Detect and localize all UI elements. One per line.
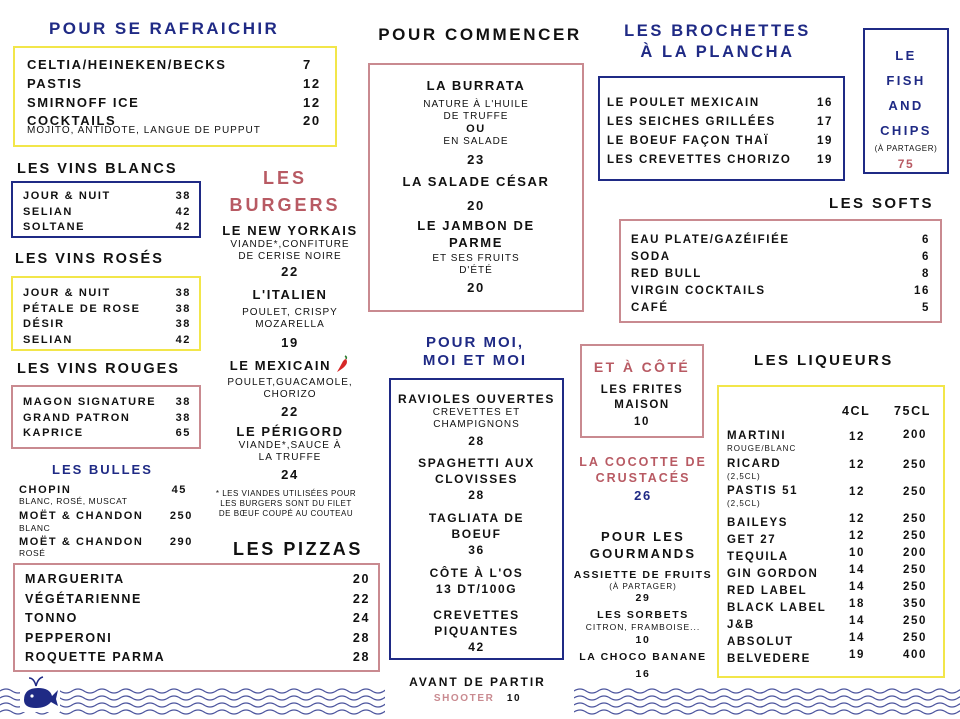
fish-and-chips-box <box>863 28 949 174</box>
list-item <box>727 581 937 598</box>
item-desc: POULET, CRISPY <box>242 307 338 318</box>
liqueurs-title: LES LIQUEURS <box>754 352 894 369</box>
item-name: PÉTALE DE ROSE <box>23 302 141 315</box>
item-note: ROSÉ <box>19 548 46 558</box>
item-desc: MOZARELLA <box>255 319 325 330</box>
item-name: LES SEICHES GRILLÉES <box>607 116 776 128</box>
list-item <box>607 151 833 170</box>
brochettes-title-line1: LES BROCHETTES <box>624 22 811 40</box>
list-item <box>727 484 937 513</box>
item-price: 28 <box>352 630 370 645</box>
list-item <box>23 395 191 411</box>
item-name: ASSIETTE DE FRUITS <box>573 569 713 581</box>
price-75cl: 200 <box>903 547 927 559</box>
cocotte <box>568 454 718 506</box>
item-name: MARTINI <box>727 430 787 442</box>
item-name: 13 DT/100G <box>435 582 518 596</box>
item-price: 42 <box>175 221 191 233</box>
list-item <box>727 547 937 564</box>
price-75cl: 350 <box>903 598 927 610</box>
item-price: 38 <box>175 411 191 424</box>
item-price: 22 <box>281 404 299 419</box>
item-name: LES CREVETTES CHORIZO <box>607 154 792 166</box>
item-price: 38 <box>175 396 191 408</box>
item-price: 20 <box>303 113 321 128</box>
wave-pattern-right <box>574 686 960 716</box>
item-name: PARME <box>449 235 503 250</box>
list-item <box>391 391 562 449</box>
price-75cl: 250 <box>903 486 927 498</box>
item-name: CELTIA/HEINEKEN/BECKS <box>27 57 227 72</box>
pour-moi-title <box>395 334 555 370</box>
item-name: L'ITALIEN <box>252 287 328 302</box>
item-price: 38 <box>175 190 191 202</box>
item-name: VIRGIN COCKTAILS <box>631 285 766 297</box>
cocotte-price: 26 <box>634 488 652 503</box>
pour-moi-title-line1: POUR MOI, <box>425 334 524 351</box>
list-item <box>205 423 375 483</box>
item-name: LE JAMBON DE <box>417 218 535 233</box>
price-75cl: 250 <box>903 581 927 593</box>
a-cote-title: ET À CÔTÉ <box>593 359 691 375</box>
list-item <box>567 651 719 683</box>
cocotte-title-line1: LA COCOTTE DE <box>579 455 707 469</box>
list-item <box>23 205 191 221</box>
item-price: 42 <box>468 640 485 654</box>
bulles-title: LES BULLES <box>52 462 153 477</box>
item-name: LE POULET MEXICAIN <box>607 97 760 109</box>
item-price: 28 <box>352 650 370 664</box>
list-item <box>607 132 833 151</box>
item-note: CITRON, FRAMBOISE... <box>585 622 701 632</box>
list-item <box>631 232 930 249</box>
item-desc: VIANDE*,SAUCE À <box>238 440 342 451</box>
commencer-title: POUR COMMENCER <box>378 25 582 44</box>
fish-note: (À PARTAGER) <box>874 144 938 153</box>
item-name: LA SALADE CÉSAR <box>402 174 550 189</box>
item-name: TAGLIATA DE <box>428 511 525 525</box>
list-item <box>607 94 833 113</box>
avant-partir-item <box>390 693 565 704</box>
list-item <box>25 570 370 590</box>
item-desc: ET SES FRUITS <box>432 253 520 264</box>
item-name: BOEUF <box>451 527 502 541</box>
liqueurs-list <box>727 429 937 666</box>
pour-moi-title-line2: MOI ET MOI <box>422 352 528 369</box>
fish-title-line: AND <box>888 98 924 113</box>
vins-rouges-box <box>11 385 201 449</box>
brochettes-box <box>598 76 845 181</box>
item-name-row <box>205 355 375 377</box>
item-name: LE PÉRIGORD <box>236 424 344 439</box>
item-name: SOLTANE <box>23 221 86 233</box>
list-item <box>631 249 930 266</box>
list-item <box>631 266 930 283</box>
item-price: 6 <box>922 234 930 246</box>
price-4cl: 12 <box>849 486 865 498</box>
gourmands-title-line1: POUR LES <box>600 529 686 544</box>
item-price: 20 <box>467 280 485 295</box>
item-desc: CREVETTES ET <box>432 407 521 418</box>
item-or: OU <box>466 123 486 135</box>
list-item <box>727 649 937 666</box>
item-name: LA CHOCO BANANE <box>579 651 707 663</box>
price-4cl: 14 <box>849 632 865 644</box>
price-75cl: 250 <box>903 513 927 525</box>
price-75cl: 400 <box>903 649 927 661</box>
list-item <box>391 565 562 597</box>
item-desc: D'ÉTÉ <box>459 265 493 276</box>
list-item <box>23 426 191 442</box>
item-desc: VIANDE*,CONFITURE <box>230 239 350 250</box>
price-4cl: 12 <box>849 513 865 525</box>
item-price: 29 <box>635 592 651 604</box>
item-name: PEPPERONI <box>25 630 113 645</box>
col-header-75cl: 75CL <box>894 404 931 418</box>
vins-roses-box <box>11 276 201 351</box>
item-price: 38 <box>175 287 191 299</box>
item-note: BLANC, ROSÉ, MUSCAT <box>19 496 128 506</box>
item-price: 38 <box>175 318 191 330</box>
a-cote-box <box>580 344 704 438</box>
item-price: 28 <box>468 488 485 502</box>
item-name: ROQUETTE PARMA <box>25 650 166 664</box>
footnote-line: DE BŒUF COUPÉ AU COUTEAU <box>218 509 354 518</box>
item-price: 42 <box>175 205 191 218</box>
brochettes-title <box>605 21 830 63</box>
list-item <box>27 93 323 112</box>
item-name: LA BURRATA <box>426 78 526 93</box>
item-name: RED LABEL <box>727 585 808 597</box>
rafraichir-box <box>13 46 337 147</box>
list-item <box>727 530 937 547</box>
list-item <box>205 286 375 351</box>
burgers-list <box>205 222 375 483</box>
item-name: RED BULL <box>631 268 702 280</box>
item-name: KAPRICE <box>23 427 84 439</box>
list-item <box>23 317 191 333</box>
fish-title-line: LE <box>895 48 917 63</box>
vins-blancs-title: LES VINS BLANCS <box>17 161 178 177</box>
item-name: PASTIS 51 <box>727 485 799 497</box>
col-header-4cl: 4CL <box>842 404 871 418</box>
item-name: GRAND PATRON <box>23 411 131 424</box>
list-item <box>391 510 562 558</box>
cocotte-title-line2: CRUSTACÉS <box>595 471 691 485</box>
item-name: RICARD <box>727 458 782 470</box>
footnote-line: LES BURGERS SONT DU FILET <box>220 499 352 508</box>
item-price: 17 <box>817 116 833 128</box>
price-75cl: 250 <box>903 459 927 471</box>
list-item <box>567 609 719 647</box>
list-item <box>23 189 191 205</box>
price-4cl: 12 <box>849 459 865 471</box>
list-item <box>727 615 937 632</box>
avant-partir-title: AVANT DE PARTIR <box>409 675 546 689</box>
item-price: 10 <box>634 416 650 428</box>
item-name: COCKTAILS <box>27 113 117 128</box>
item-price: 16 <box>635 668 651 680</box>
price-4cl: 19 <box>849 649 865 661</box>
item-name: MOËT & CHANDON <box>19 510 144 522</box>
item-name: LES SORBETS <box>597 609 689 621</box>
list-item <box>391 607 562 655</box>
item-name: MOËT & CHANDON <box>19 536 144 548</box>
item-name: CÔTE À L'OS <box>429 566 524 580</box>
burgers-title-line2: BURGERS <box>229 195 341 215</box>
list-item <box>727 564 937 581</box>
item-price: 24 <box>281 467 299 482</box>
item-desc: DE TRUFFE <box>443 111 509 122</box>
list-item <box>727 598 937 615</box>
vins-blancs-box <box>11 181 201 238</box>
price-4cl: 14 <box>849 564 865 576</box>
vins-roses-title: LES VINS ROSÉS <box>15 251 164 267</box>
fish-title-line: FISH <box>886 73 926 88</box>
item-desc: NATURE À L'HUILE <box>423 99 529 110</box>
list-item <box>25 648 370 668</box>
list-item <box>27 55 323 74</box>
list-item <box>25 609 370 629</box>
commencer-box <box>368 63 584 312</box>
price-4cl: 12 <box>849 530 865 542</box>
item-name: CAFÉ <box>631 302 669 314</box>
list-item <box>391 455 562 503</box>
item-price: 20 <box>352 572 370 586</box>
price-4cl: 14 <box>849 615 865 627</box>
cocktails-note: MOJITO, ANTIDOTE, LANGUE DE PUPPUT <box>27 125 261 136</box>
item-name: GET 27 <box>727 534 777 546</box>
brochettes-title-line2: À LA PLANCHA <box>640 43 795 61</box>
item-price: 19 <box>281 335 299 350</box>
whale-icon <box>20 672 60 712</box>
list-item <box>727 457 937 484</box>
item-price: 19 <box>817 154 833 166</box>
item-name: SHOOTER <box>433 693 495 704</box>
chili-pepper-icon <box>336 355 350 377</box>
item-note: ROUGE/BLANC <box>727 444 797 453</box>
vins-rouges-title: LES VINS ROUGES <box>17 361 180 377</box>
item-name: MAGON SIGNATURE <box>23 396 157 408</box>
burgers-footnote <box>200 489 372 519</box>
price-75cl: 250 <box>903 564 927 576</box>
item-note: (2,5CL) <box>727 472 761 481</box>
item-price: 6 <box>922 251 930 263</box>
item-desc: CHORIZO <box>263 389 317 400</box>
list-item <box>19 510 193 523</box>
item-price: 38 <box>175 302 191 315</box>
fish-title-line: CHIPS <box>880 123 932 138</box>
item-name: JOUR & NUIT <box>23 287 111 299</box>
list-item <box>23 302 191 318</box>
item-name: LE NEW YORKAIS <box>222 223 358 238</box>
list-item <box>27 74 323 93</box>
list-item <box>727 513 937 530</box>
item-name: VÉGÉTARIENNE <box>25 591 142 606</box>
list-item <box>25 629 370 649</box>
list-item <box>205 355 375 420</box>
item-desc: LA TRUFFE <box>258 452 322 463</box>
footnote-line: * LES VIANDES UTILISÉES POUR <box>215 489 357 498</box>
item-price: 22 <box>281 264 299 279</box>
item-name: DÉSIR <box>23 318 65 330</box>
item-price: 65 <box>175 427 191 439</box>
price-75cl: 250 <box>903 615 927 627</box>
list-item <box>23 333 191 349</box>
price-4cl: 12 <box>849 431 865 443</box>
item-price: 24 <box>352 611 370 625</box>
item-price: 250 <box>169 510 193 522</box>
list-item <box>205 222 375 280</box>
rafraichir-title: POUR SE RAFRAICHIR <box>49 19 280 38</box>
price-4cl: 18 <box>849 598 865 610</box>
list-item <box>727 632 937 649</box>
price-75cl: 250 <box>903 530 927 542</box>
item-name: SELIAN <box>23 205 73 218</box>
list-item <box>631 283 930 300</box>
list-item <box>23 220 191 236</box>
item-name: LES FRITES <box>600 384 684 396</box>
item-price: 10 <box>635 634 651 646</box>
item-price: 5 <box>922 302 930 314</box>
item-name: SPAGHETTI AUX <box>418 456 535 470</box>
item-price: 28 <box>468 434 485 448</box>
item-price: 7 <box>303 57 312 72</box>
pour-moi-box <box>389 378 564 660</box>
item-price: 23 <box>467 152 485 167</box>
item-name: MAISON <box>614 399 670 411</box>
item-desc: DE CERISE NOIRE <box>238 251 342 262</box>
item-note: BLANC <box>19 523 51 533</box>
list-item <box>25 590 370 610</box>
list-item <box>19 484 193 496</box>
item-name: ABSOLUT <box>727 636 794 648</box>
price-4cl: 14 <box>849 581 865 593</box>
list-item <box>23 411 191 427</box>
item-name: CLOVISSES <box>434 472 519 486</box>
item-name: BLACK LABEL <box>727 602 827 614</box>
softs-box <box>619 219 942 323</box>
item-price: 8 <box>922 268 930 280</box>
item-name: RAVIOLES OUVERTES <box>398 392 555 406</box>
item-name: TEQUILA <box>727 551 789 563</box>
item-name: PIQUANTES <box>434 624 519 638</box>
list-item <box>23 286 191 302</box>
item-price: 22 <box>352 591 370 606</box>
liqueurs-box <box>717 385 945 678</box>
item-price: 12 <box>303 76 321 91</box>
item-name: TONNO <box>25 611 78 625</box>
list-item <box>727 429 937 457</box>
item-name: MARGUERITA <box>25 572 125 586</box>
list-item <box>567 569 719 605</box>
item-desc: EN SALADE <box>443 136 509 147</box>
item-price: 16 <box>817 97 833 109</box>
item-price: 290 <box>169 536 193 548</box>
item-price: 36 <box>468 543 485 557</box>
price-75cl: 200 <box>903 429 927 441</box>
pizzas-box <box>13 563 380 672</box>
item-price: 10 <box>506 693 522 704</box>
bulles-list <box>19 484 193 557</box>
item-price: 16 <box>914 285 930 297</box>
item-name: JOUR & NUIT <box>23 190 111 202</box>
item-note: (À PARTAGER) <box>609 582 677 591</box>
item-price: 45 <box>171 484 187 496</box>
gourmands-title-line2: GOURMANDS <box>589 546 697 561</box>
price-4cl: 10 <box>849 547 865 559</box>
list-item <box>631 300 930 317</box>
item-name: LE MEXICAIN <box>229 358 332 373</box>
item-name: CREVETTES <box>433 608 520 622</box>
item-desc: POULET,GUACAMOLE, <box>227 377 353 388</box>
fish-price: 75 <box>897 157 915 171</box>
item-price: 12 <box>303 95 321 110</box>
burgers-title <box>210 165 360 219</box>
item-name: CHOPIN <box>19 484 72 496</box>
pizzas-title: LES PIZZAS <box>233 539 364 559</box>
item-name: SELIAN <box>23 333 73 346</box>
item-name: BELVEDERE <box>727 653 811 665</box>
item-name: EAU PLATE/GAZÉIFIÉE <box>631 234 790 246</box>
item-note: (2,5CL) <box>727 499 761 508</box>
burgers-title-line1: LES <box>262 168 307 188</box>
item-price: 42 <box>175 333 191 346</box>
item-price: 20 <box>467 198 485 213</box>
list-item <box>607 113 833 132</box>
item-name: PASTIS <box>27 76 83 91</box>
item-price: 19 <box>817 135 833 147</box>
item-name: SMIRNOFF ICE <box>27 95 140 110</box>
gourmands <box>567 528 719 683</box>
item-desc: CHAMPIGNONS <box>433 419 520 430</box>
item-name: BAILEYS <box>727 517 789 529</box>
item-name: SODA <box>631 251 671 263</box>
item-name: LE BOEUF FAÇON THAÏ <box>607 135 770 147</box>
item-name: J&B <box>727 619 755 631</box>
item-name: GIN GORDON <box>727 568 819 580</box>
price-75cl: 250 <box>903 632 927 644</box>
softs-title: LES SOFTS <box>829 195 934 212</box>
